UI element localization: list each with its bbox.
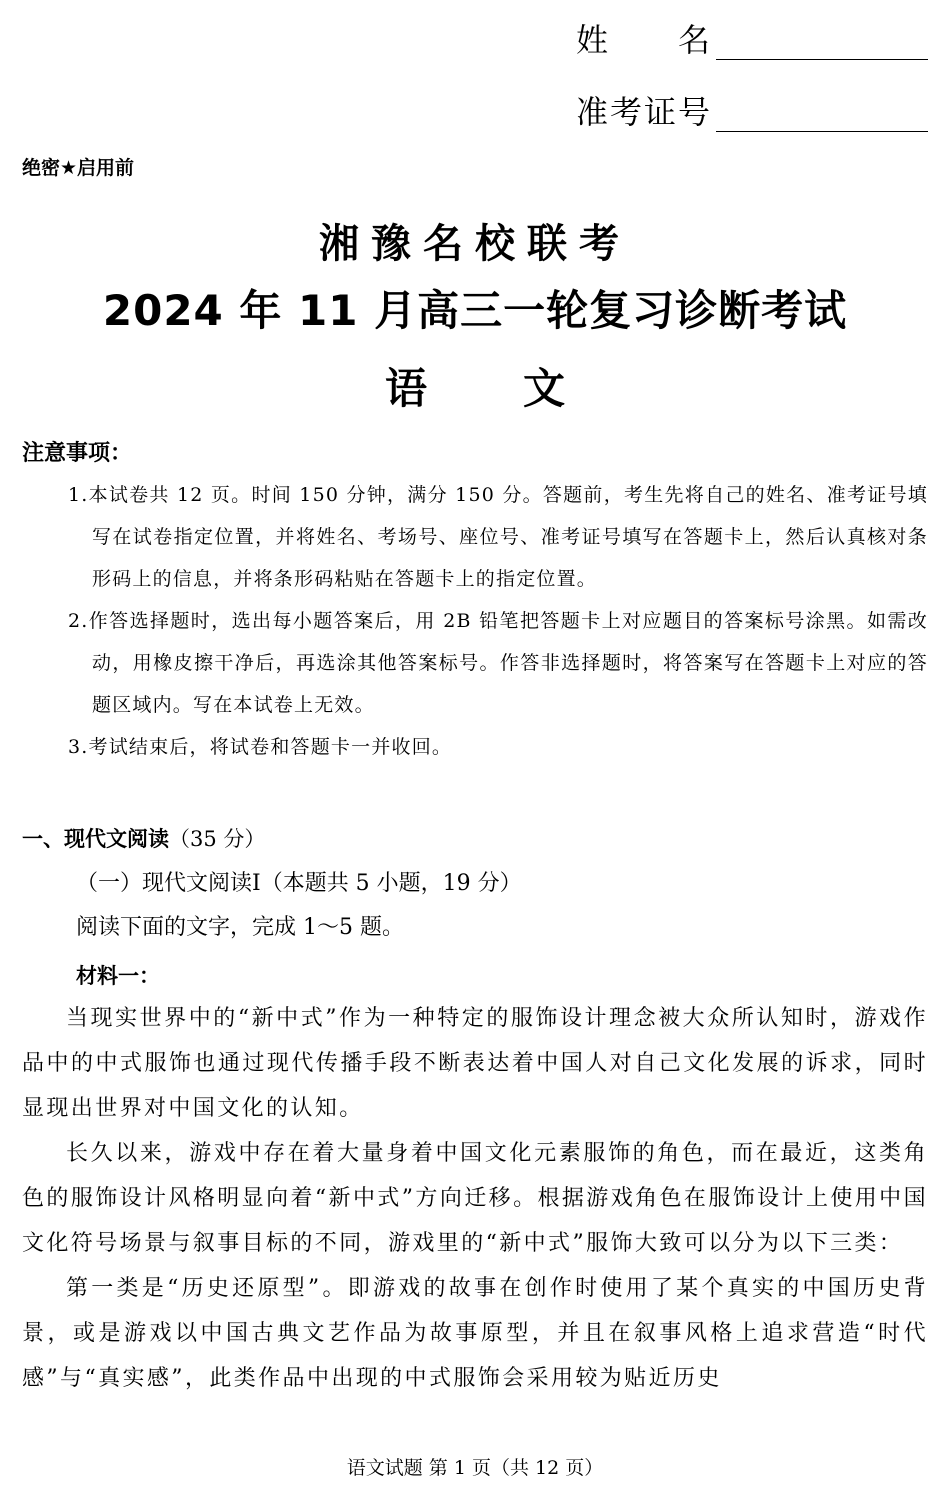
subject-char-2: 文 [523, 364, 566, 413]
notice-item-3: 3.考试结束后，将试卷和答题卡一并收回。 [68, 736, 453, 758]
material-label: 材料一： [76, 964, 160, 988]
notice-item-1: 1.本试卷共 12 页。时间 150 分钟，满分 150 分。答题前，考生先将自己的姓名、准考证号填写在试卷指定位置，并将姓名、考场号、座位号、准考证号填写在答题卡上，然后认真核对条形码上的信息，并将条形码粘贴在答题卡上的指定位置。 [68, 484, 928, 590]
passage-paragraph-2: 长久以来，游戏中存在着大量身着中国文化元素服饰的角色，而在最近，这类角色的服饰设计风格明显向着“新中式”方向迁移。根据游戏角色在服饰设计上使用中国文化符号场景与叙事目标的不同，游戏里的“新中式”服饰大致可以分为以下三类： [22, 1141, 928, 1256]
notice-item-2: 2.作答选择题时，选出每小题答案后，用 2B 铅笔把答题卡上对应题目的答案标号涂黑。如需改动，用橡皮擦干净后，再选涂其他答案标号。作答非选择题时，将答案写在答题卡上对应的答题区域内。写在本试卷上无效。 [68, 610, 928, 716]
exam-title-line2: 2024 年 11 月高三一轮复习诊断考试 [102, 286, 848, 335]
passage [22, 996, 928, 1401]
notice-list [22, 474, 928, 768]
instruction-text: 阅读下面的文字，完成 1～5 题。 [76, 915, 404, 940]
section-score: （35 分） [169, 827, 266, 851]
subsection-title: （一）现代文阅读Ⅰ（本题共 5 小题，19 分） [76, 871, 522, 896]
section-heading [22, 823, 265, 853]
notice-heading: 注意事项： [22, 441, 133, 466]
id-blank [716, 97, 928, 132]
secret-mark: 绝密★启用前 [22, 157, 135, 179]
section-title: 一、现代文阅读 [22, 827, 169, 851]
subject-char-1: 语 [384, 364, 427, 413]
passage-paragraph-3: 第一类是“历史还原型”。即游戏的故事在创作时使用了某个真实的中国历史背景，或是游戏以中国古典文艺作品为故事原型，并且在叙事风格上追求营造“时代感”与“真实感”，此类作品中出现的中式服饰会采用较为贴近历史 [22, 1276, 928, 1391]
id-field-row [576, 92, 928, 132]
name-blank [716, 25, 928, 60]
id-label: 准考证号 [575, 93, 712, 131]
passage-paragraph-1: 当现实世界中的“新中式”作为一种特定的服饰设计理念被大众所认知时，游戏作品中的中式服饰也通过现代传播手段不断表达着中国人对自己文化发展的诉求，同时显现出世界对中国文化的认知。 [22, 1006, 928, 1121]
name-label: 姓 名 [575, 21, 712, 59]
subject-title [0, 356, 950, 416]
exam-title-line1: 湘豫名校联考 [319, 221, 631, 267]
name-field-row [576, 20, 928, 60]
page-footer: 语文试题 第 1 页（共 12 页） [346, 1457, 604, 1479]
